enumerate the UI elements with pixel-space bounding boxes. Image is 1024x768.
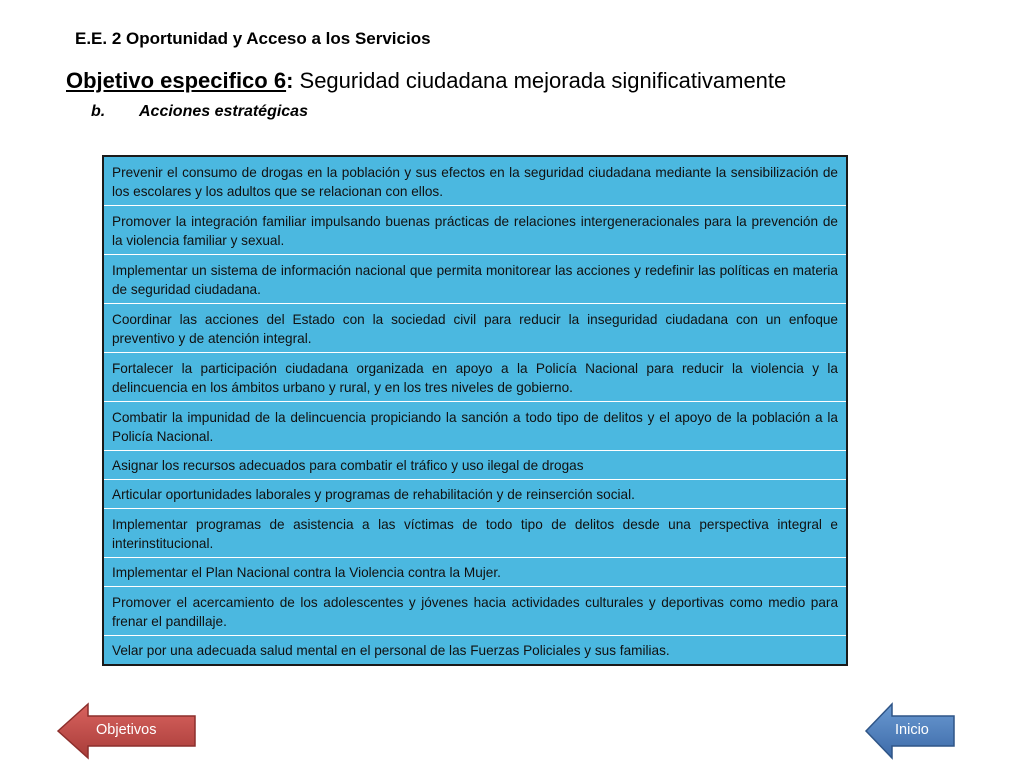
table-row: [103, 206, 847, 255]
table-row: [103, 353, 847, 402]
action-cell: Fortalecer la participación ciudadana organizada en apoyo a la Policía Nacional para reducir la violencia y la delincuencia en los ámbitos urbano y rural, y en los tres niveles de gobierno.: [103, 353, 847, 402]
objective-label: Objetivo especifico 6: [66, 68, 287, 93]
table-row: [103, 255, 847, 304]
inicio-button-label: Inicio: [895, 722, 929, 738]
action-cell: Implementar un sistema de información nacional que permita monitorear las acciones y redefinir las políticas en materia de seguridad ciudadana.: [103, 255, 847, 304]
action-cell: Promover el acercamiento de los adolescentes y jóvenes hacia actividades culturales y deportivas como medio para frenar el pandillaje.: [103, 587, 847, 636]
page-title: E.E. 2 Oportunidad y Acceso a los Servicios: [75, 29, 431, 48]
inicio-home-button[interactable]: [864, 702, 956, 760]
objective-heading: [66, 68, 786, 94]
action-cell: Velar por una adecuada salud mental en el personal de las Fuerzas Policiales y sus familias.: [103, 636, 847, 666]
table-row: [103, 558, 847, 587]
objetivos-button-label: Objetivos: [96, 722, 157, 738]
objective-colon: :: [286, 68, 294, 93]
action-cell: Implementar programas de asistencia a las víctimas de todo tipo de delitos desde una perspectiva integral e interinstitucional.: [103, 509, 847, 558]
objective-text: Seguridad ciudadana mejorada significativamente: [293, 68, 787, 93]
action-cell: Prevenir el consumo de drogas en la población y sus efectos en la seguridad ciudadana mediante la sensibilización de los escolares y los adultos que se relacionan con ellos.: [103, 156, 847, 206]
table-row: [103, 304, 847, 353]
section-subheading: [91, 103, 308, 121]
action-cell: Asignar los recursos adecuados para combatir el tráfico y uso ilegal de drogas: [103, 451, 847, 480]
subheading-letter: b.: [91, 103, 106, 120]
objetivos-back-button[interactable]: [56, 702, 198, 760]
action-cell: Articular oportunidades laborales y programas de rehabilitación y de reinserción social.: [103, 480, 847, 509]
action-cell: Coordinar las acciones del Estado con la sociedad civil para reducir la inseguridad ciudadana con un enfoque preventivo y de atención integral.: [103, 304, 847, 353]
table-row: [103, 587, 847, 636]
action-cell: Implementar el Plan Nacional contra la Violencia contra la Mujer.: [103, 558, 847, 587]
strategic-actions-table: [102, 155, 848, 666]
table-row: [103, 451, 847, 480]
action-cell: Combatir la impunidad de la delincuencia propiciando la sanción a todo tipo de delitos y el apoyo de la población a la Policía Nacional.: [103, 402, 847, 451]
table-row: [103, 480, 847, 509]
table-row: [103, 156, 847, 206]
table-row: [103, 636, 847, 666]
subheading-text: Acciones estratégicas: [139, 103, 308, 120]
action-cell: Promover la integración familiar impulsando buenas prácticas de relaciones intergeneracionales para la prevención de la violencia familiar y sexual.: [103, 206, 847, 255]
table-row: [103, 509, 847, 558]
table-row: [103, 402, 847, 451]
